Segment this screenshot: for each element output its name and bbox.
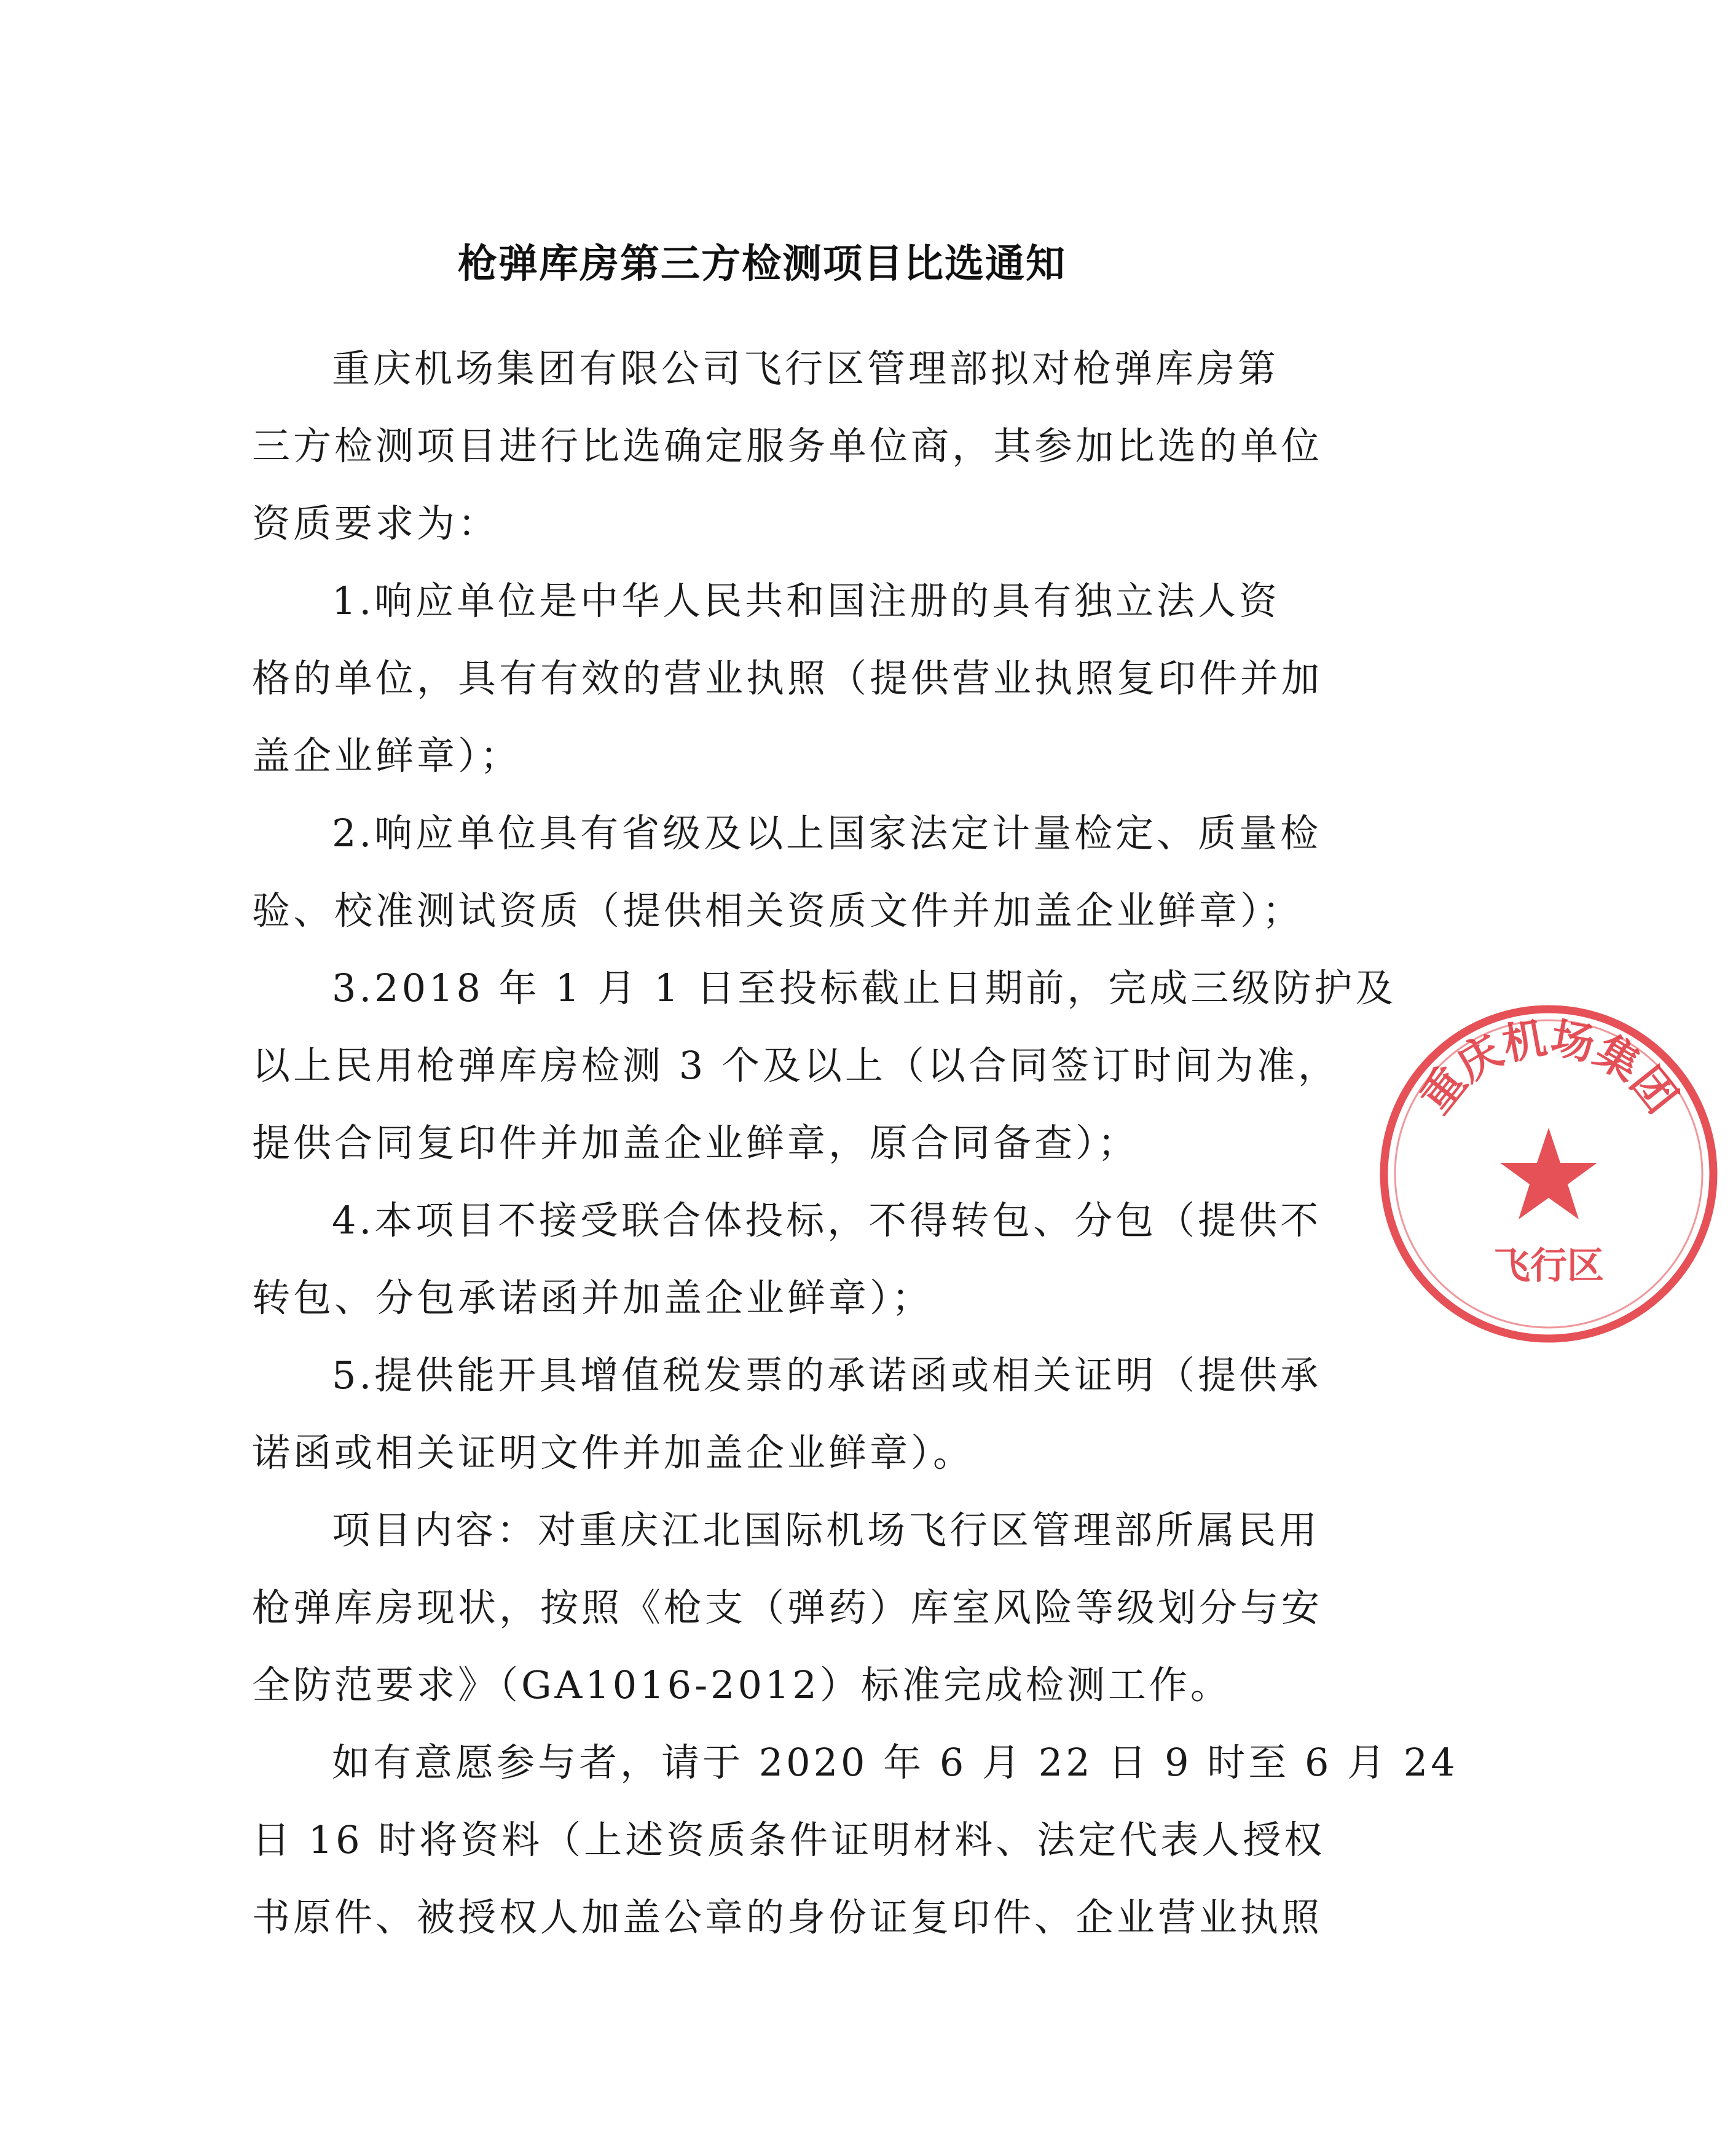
paragraph-line: 三方检测项目进行比选确定服务单位商，其参加比选的单位 xyxy=(252,423,1323,468)
paragraph-line: 2.响应单位具有省级及以上国家法定计量检定、质量检 xyxy=(332,811,1322,856)
paragraph-line: 以上民用枪弹库房检测 3 个及以上（以合同签订时间为准， xyxy=(252,1043,1339,1088)
paragraph-line: 重庆机场集团有限公司飞行区管理部拟对枪弹库房第 xyxy=(332,346,1279,391)
paragraph-line: 提供合同复印件并加盖企业鲜章，原合同备查）； xyxy=(252,1120,1139,1165)
seal-top-text: 重庆机场集团 xyxy=(1410,1012,1688,1123)
paragraph-line: 诺函或相关证明文件并加盖企业鲜章）。 xyxy=(252,1430,975,1475)
paragraph-line: 验、校准测试资质（提供相关资质文件并加盖企业鲜章）； xyxy=(252,888,1304,933)
paragraph-line: 盖企业鲜章）； xyxy=(252,733,522,778)
seal-bottom-text: 飞行区 xyxy=(1493,1245,1604,1288)
paragraph-line: 4.本项目不接受联合体投标，不得转包、分包（提供不 xyxy=(332,1198,1322,1243)
paragraph-line: 资质要求为： xyxy=(252,501,500,546)
document-title: 枪弹库房第三方检测项目比选通知 xyxy=(458,242,1066,287)
paragraph-line: 转包、分包承诺函并加盖企业鲜章）； xyxy=(252,1275,933,1320)
paragraph-line: 如有意愿参与者，请于 2020 年 6 月 22 日 9 时至 6 月 24 xyxy=(332,1740,1458,1785)
official-seal xyxy=(1364,989,1733,1358)
paragraph-line: 3.2018 年 1 月 1 日至投标截止日期前，完成三级防护及 xyxy=(332,966,1397,1010)
paragraph-line: 全防范要求》（GA1016-2012）标准完成检测工作。 xyxy=(252,1662,1232,1707)
paragraph-line: 书原件、被授权人加盖公章的身份证复印件、企业营业执照 xyxy=(252,1895,1323,1940)
seal-inner-ring xyxy=(1395,1020,1702,1328)
paragraph-line: 1.响应单位是中华人民共和国注册的具有独立法人资 xyxy=(332,578,1281,623)
seal-ring xyxy=(1384,1009,1713,1339)
seal-star-icon xyxy=(1500,1128,1597,1219)
paragraph-line: 枪弹库房现状，按照《枪支（弹药）库室风险等级划分与安 xyxy=(252,1585,1323,1630)
paragraph-line: 日 16 时将资料（上述资质条件证明材料、法定代表人授权 xyxy=(252,1817,1326,1862)
paragraph-line: 项目内容：对重庆江北国际机场飞行区管理部所属民用 xyxy=(332,1508,1321,1552)
paragraph-line: 格的单位，具有有效的营业执照（提供营业执照复印件并加 xyxy=(252,656,1323,701)
paragraph-line: 5.提供能开具增值税发票的承诺函或相关证明（提供承 xyxy=(332,1353,1322,1398)
